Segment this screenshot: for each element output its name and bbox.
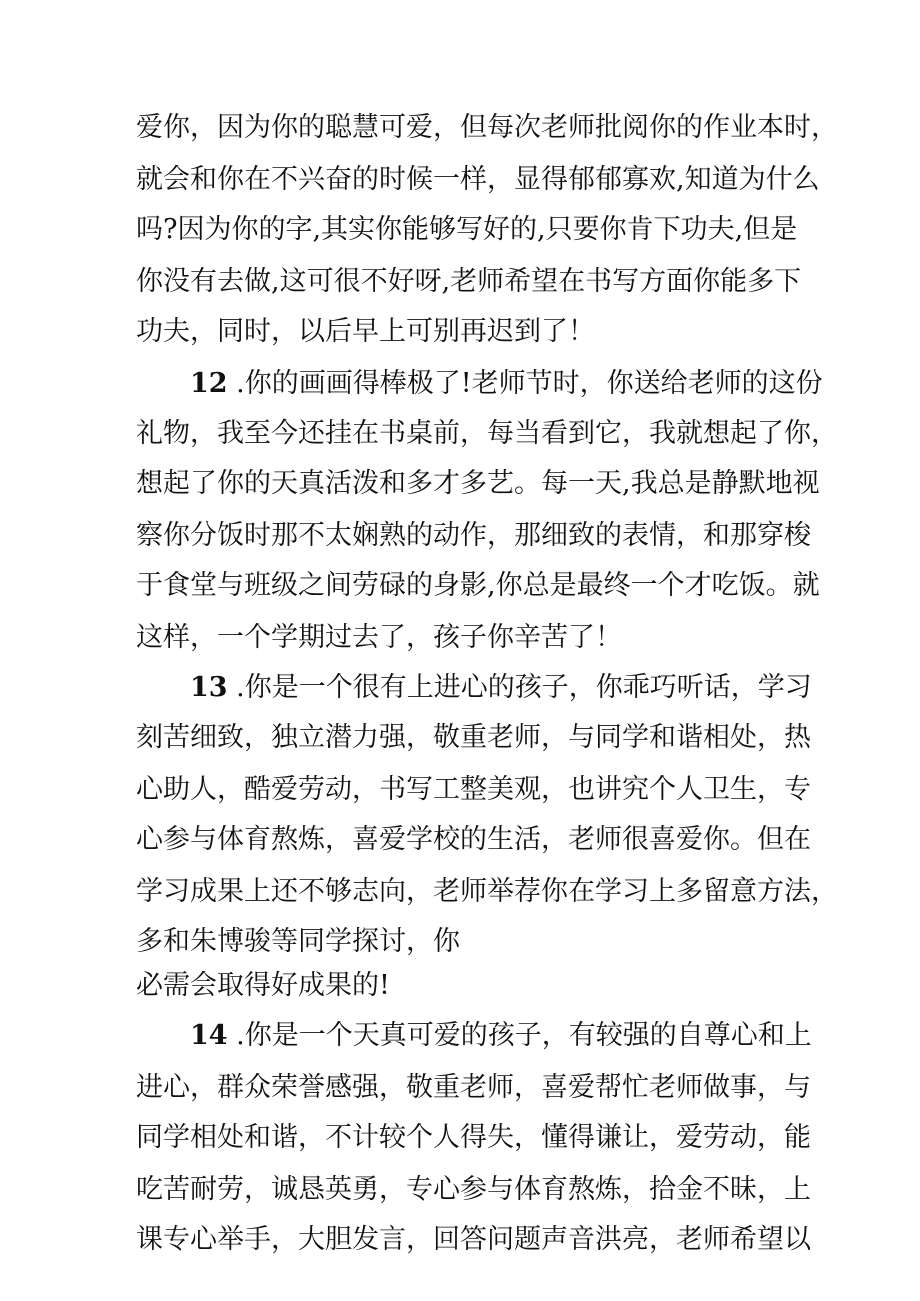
text-line: 同学相处和谐，不计较个人得失，懂得谦让，爱劳动，能 bbox=[136, 1122, 811, 1153]
text-line: 课专心举手，大胆发言，回答问题声音洪亮，老师希望以 bbox=[136, 1224, 811, 1255]
text-line: .你的画画得棒极了!老师节时，你送给老师的这份 bbox=[227, 368, 823, 399]
text-line: 察你分饭时那不太娴熟的动作，那细致的表情，和那穿梭 bbox=[136, 520, 811, 551]
paragraph-number: 13 bbox=[190, 672, 228, 703]
text-line: 多和朱博骏等同学探讨，你 bbox=[136, 926, 460, 957]
text-line: 吃苦耐劳，诚恳英勇，专心参与体育熬炼，拾金不昧，上 bbox=[136, 1174, 811, 1205]
text-line: .你是一个天真可爱的孩子，有较强的自尊心和上 bbox=[227, 1020, 812, 1051]
text-line: 你没有去做,这可很不好呀,老师希望在书写方面你能多下 bbox=[136, 266, 802, 297]
text-line: 学习成果上还不够志向，老师举荐你在学习上多留意方法， bbox=[136, 876, 838, 907]
text-line: 心参与体育熬炼，喜爱学校的生活，老师很喜爱你。但在 bbox=[136, 824, 811, 855]
text-line: 刻苦细致，独立潜力强，敬重老师，与同学和谐相处，热 bbox=[136, 722, 811, 753]
text-line: 这样，一个学期过去了，孩子你辛苦了！ bbox=[136, 622, 622, 653]
text-line: 于食堂与班级之间劳碌的身影,你总是最终一个才吃饭。就 bbox=[136, 570, 820, 601]
paragraph-number: 12 bbox=[190, 368, 228, 399]
text-line: 爱你，因为你的聪慧可爱，但每次老师批阅你的作业本时， bbox=[136, 112, 838, 143]
paragraph-12-first-line bbox=[190, 364, 823, 404]
text-line: 想起了你的天真活泼和多才多艺。每一天,我总是静默地视 bbox=[136, 468, 820, 499]
text-line: 进心，群众荣誉感强，敬重老师，喜爱帮忙老师做事，与 bbox=[136, 1072, 811, 1103]
paragraph-14-first-line bbox=[190, 1016, 812, 1056]
text-line: 吗?因为你的字,其实你能够写好的,只要你肯下功夫,但是 bbox=[136, 214, 798, 245]
text-line: .你是一个很有上进心的孩子，你乖巧听话，学习 bbox=[227, 672, 812, 703]
text-line: 礼物，我至今还挂在书桌前，每当看到它，我就想起了你， bbox=[136, 418, 838, 449]
text-line: 心助人，酷爱劳动，书写工整美观，也讲究个人卫生，专 bbox=[136, 774, 811, 805]
paragraph-number: 14 bbox=[190, 1020, 228, 1051]
paragraph-13-first-line bbox=[190, 668, 812, 708]
text-line: 就会和你在不兴奋的时候一样，显得郁郁寡欢,知道为什么 bbox=[136, 164, 820, 195]
text-line: 必需会取得好成果的! bbox=[136, 970, 390, 1001]
text-line: 功夫，同时，以后早上可别再迟到了！ bbox=[136, 316, 595, 347]
